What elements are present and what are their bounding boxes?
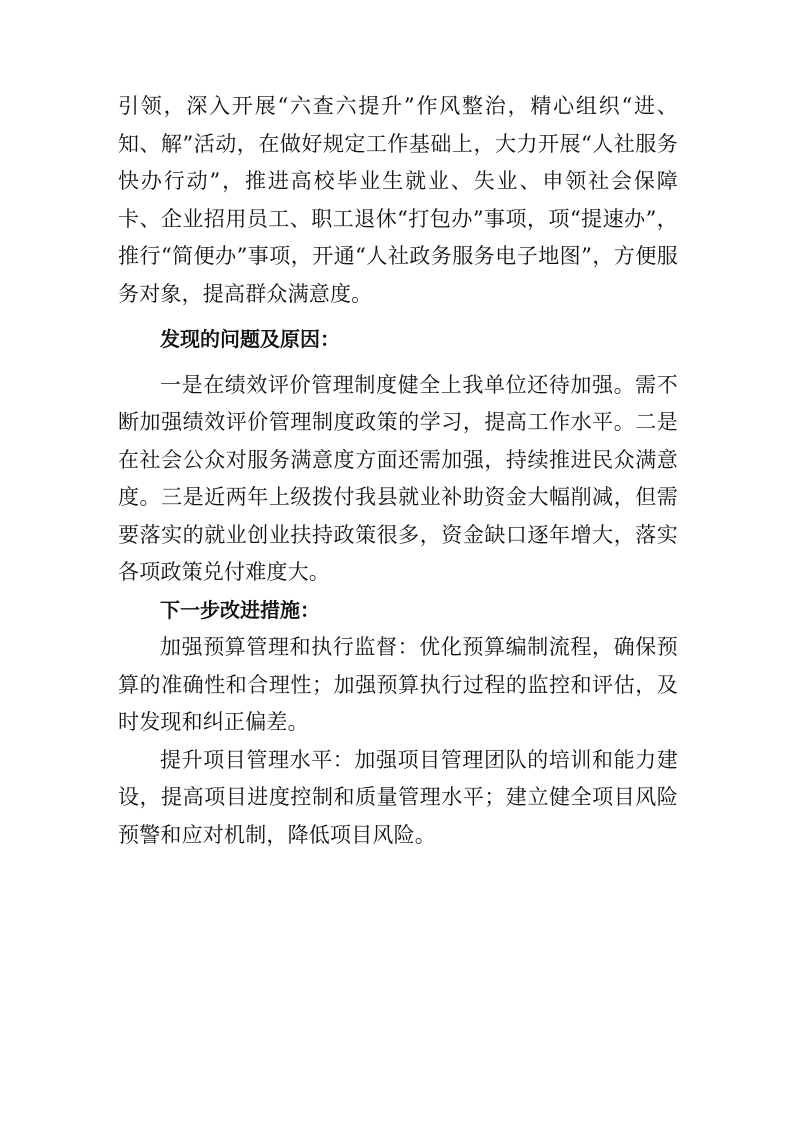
intro-paragraph: 引领，深入开展“六查六提升”作风整治，精心组织“进、知、解”活动，在做好规定工作基础上，大力开展“人社服务快办行动”，推进高校毕业生就业、失业、申领社会保障卡、企业招用员工、职工退休“打包办”事项，项“提速办”，推行“简便办”事项，开通“人社政务服务电子地图”，方便服务对象，提高群众满意度。 [118,94,678,306]
measures-paragraph-budget: 加强预算管理和执行监督：优化预算编制流程，确保预算的准确性和合理性；加强预算执行过程的监控和评估，及时发现和纠正偏差。 [118,635,678,734]
measures-heading: 下一步改进措施： [160,597,320,622]
problems-heading: 发现的问题及原因： [160,327,340,351]
document-page [118,88,678,854]
problems-paragraph: 一是在绩效评价管理制度健全上我单位还待加强。需不断加强绩效评价管理制度政策的学习，提高工作水平。二是在社会公众对服务满意度方面还需加强，持续推进民众满意度。三是近两年上级拨付我县就业补助资金大幅削减，但需要落实的就业创业扶持政策很多，资金缺口逐年增大，落实各项政策兑付难度大。 [118,372,678,584]
measures-paragraph-project: 提升项目管理水平：加强项目管理团队的培训和能力建设，提高项目进度控制和质量管理水平；建立健全项目风险预警和应对机制，降低项目风险。 [118,747,678,847]
